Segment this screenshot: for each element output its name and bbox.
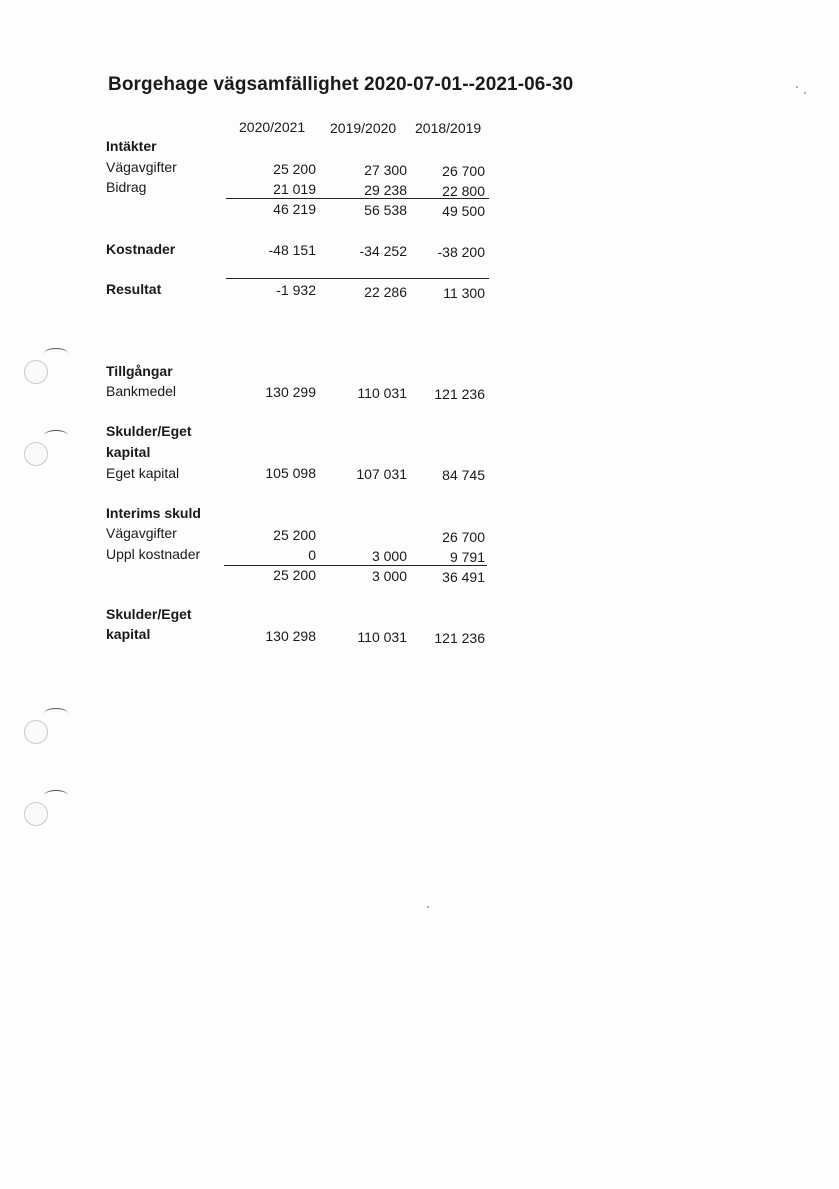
- income-value: 22 800: [442, 183, 485, 199]
- column-header-2020-2021: 2020/2021: [239, 119, 306, 135]
- income-heading: Intäkter: [106, 138, 157, 154]
- scan-speck: [796, 86, 798, 88]
- interim-value: 3 000: [371, 548, 407, 564]
- punch-hole: [24, 802, 48, 826]
- costs-value: -34 252: [359, 243, 407, 259]
- assets-row-label: Bankmedel: [106, 383, 177, 399]
- sum-rule: [224, 565, 487, 566]
- income-value: 27 300: [364, 162, 407, 178]
- result-value: 22 286: [364, 284, 407, 300]
- result-value: -1 932: [276, 282, 316, 298]
- punch-hole: [24, 442, 48, 466]
- sum-rule: [226, 278, 489, 279]
- punch-hole: [24, 360, 48, 384]
- equity-heading-cont: kapital: [106, 444, 151, 460]
- liabilities-total-label-cont: kapital: [106, 626, 151, 642]
- interim-total: 25 200: [273, 567, 316, 583]
- interim-heading: Interims skuld: [106, 505, 201, 521]
- result-value: 11 300: [443, 285, 485, 301]
- income-row-label: Vägavgifter: [106, 159, 177, 175]
- income-value: 21 019: [273, 181, 316, 197]
- punch-hole-shadow: [44, 348, 68, 359]
- column-header-2018-2019: 2018/2019: [415, 120, 482, 136]
- result-label: Resultat: [106, 281, 162, 297]
- interim-value: 26 700: [442, 529, 485, 545]
- document-title: Borgehage vägsamfällighet 2020-07-01--2021-06-30: [108, 74, 574, 95]
- income-total: 46 219: [273, 201, 316, 217]
- scan-speck: [804, 92, 806, 94]
- assets-value: 110 031: [357, 385, 407, 401]
- punch-hole-shadow: [44, 708, 68, 719]
- equity-value: 105 098: [265, 465, 316, 481]
- punch-hole-shadow: [44, 790, 68, 801]
- interim-value: 9 791: [449, 549, 485, 565]
- punch-hole: [24, 720, 48, 744]
- liabilities-total-value: 130 298: [265, 628, 316, 644]
- income-total: 56 538: [364, 202, 407, 218]
- interim-row-label: Uppl kostnader: [106, 546, 201, 562]
- liabilities-total-value: 121 236: [434, 630, 485, 646]
- costs-value: -38 200: [437, 244, 485, 260]
- assets-heading: Tillgångar: [106, 363, 173, 379]
- costs-label: Kostnader: [106, 241, 176, 257]
- income-total: 49 500: [442, 203, 485, 219]
- income-value: 26 700: [442, 163, 485, 179]
- assets-value: 130 299: [265, 384, 316, 400]
- equity-heading: Skulder/Eget: [106, 423, 192, 439]
- liabilities-total-value: 110 031: [357, 629, 407, 645]
- costs-value: -48 151: [268, 242, 316, 258]
- equity-value: 107 031: [356, 466, 407, 482]
- scan-speck: [427, 906, 429, 908]
- interim-total: 3 000: [371, 568, 407, 584]
- income-value: 29 238: [364, 182, 407, 198]
- punch-hole-shadow: [44, 430, 68, 441]
- interim-value: 0: [308, 547, 316, 563]
- sum-rule: [226, 198, 489, 199]
- interim-value: 25 200: [273, 527, 316, 543]
- assets-value: 121 236: [434, 386, 485, 402]
- interim-row-label: Vägavgifter: [106, 525, 177, 541]
- equity-value: 84 745: [442, 467, 485, 483]
- equity-row-label: Eget kapital: [106, 465, 180, 481]
- column-header-2019-2020: 2019/2020: [330, 120, 397, 136]
- income-row-label: Bidrag: [106, 179, 147, 195]
- liabilities-total-label: Skulder/Eget: [106, 606, 192, 622]
- interim-total: 36 491: [442, 569, 485, 585]
- income-value: 25 200: [273, 161, 316, 177]
